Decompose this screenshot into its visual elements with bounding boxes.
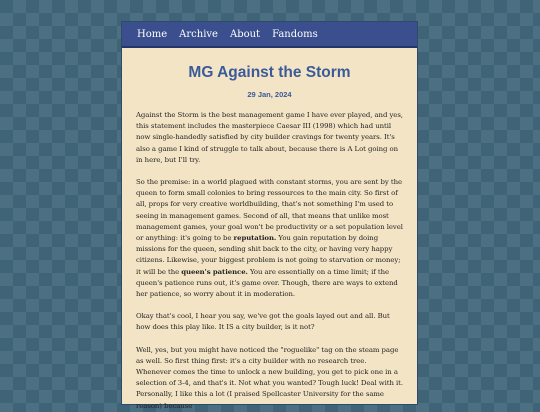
paragraph-2 [136, 177, 403, 300]
paragraph-4: Well, yes, but you might have noticed the "roguelike" tag on the steam page as well. So first thing first: it's a city builder with no research tree. Whenever comes the time to unlock a new building, you get to pick one in a selection of 3-4, and that's it. Not what you wanted? Tough luck! Deal with it. Personally, I like this a lot (I praised Spellcaster University for the same reason) because [136, 345, 404, 410]
paragraph-3: Okay that's cool, I hear you say, we've got the goals layed out and all. But how does this play like. It IS a city builder, is it not? [136, 312, 390, 332]
post-title: MG Against the Storm [188, 64, 351, 81]
paragraph-2-text-b: You gain reputation by doing missions for the queen, sending shit back to the city, or having very happy citizens. Likewise, your biggest problem is not going to starvation or money; it will be the [136, 234, 401, 276]
nav-bar [122, 22, 417, 48]
nav-archive-link[interactable]: Archive [179, 28, 218, 40]
reputation-bold: reputation. [233, 234, 277, 243]
nav-fandoms-link[interactable]: Fandoms [272, 28, 318, 40]
paragraph-2-text-c: You are essentially on a time limit; if the queen's patience runs out, it's game over. Though, there are ways to extend her patience, so worry about it in moderation. [136, 267, 398, 299]
post-date: 29 Jan, 2024 [247, 90, 292, 99]
paragraph-2-text-a: So the premise: in a world plagued with constant storms, you are sent by the queen to form small colonies to bring ressources to the main city. So first of all, props for very creative worldbuilding, that's not something I'm used to seeing in management games. Second of all, that means that unlike most management games, your goal won't be productivity or a set population level or anything: it's going to be [136, 178, 403, 243]
post-content [122, 63, 417, 412]
nav-home-link[interactable]: Home [137, 28, 168, 40]
queens-patience-bold: queen's patience. [181, 267, 248, 276]
paragraph-1: Against the Storm is the best management game I have ever played, and yes, this statement includes the masterpiece Caesar III (1998) which had until now single-handedly satisfied by city builder cravings for twenty years. It's also a game I kind of struggle to talk about, because there is A Lot going on in here, but I'll try. [136, 111, 403, 164]
nav-about-link[interactable]: About [229, 28, 261, 40]
page-container [121, 21, 418, 410]
